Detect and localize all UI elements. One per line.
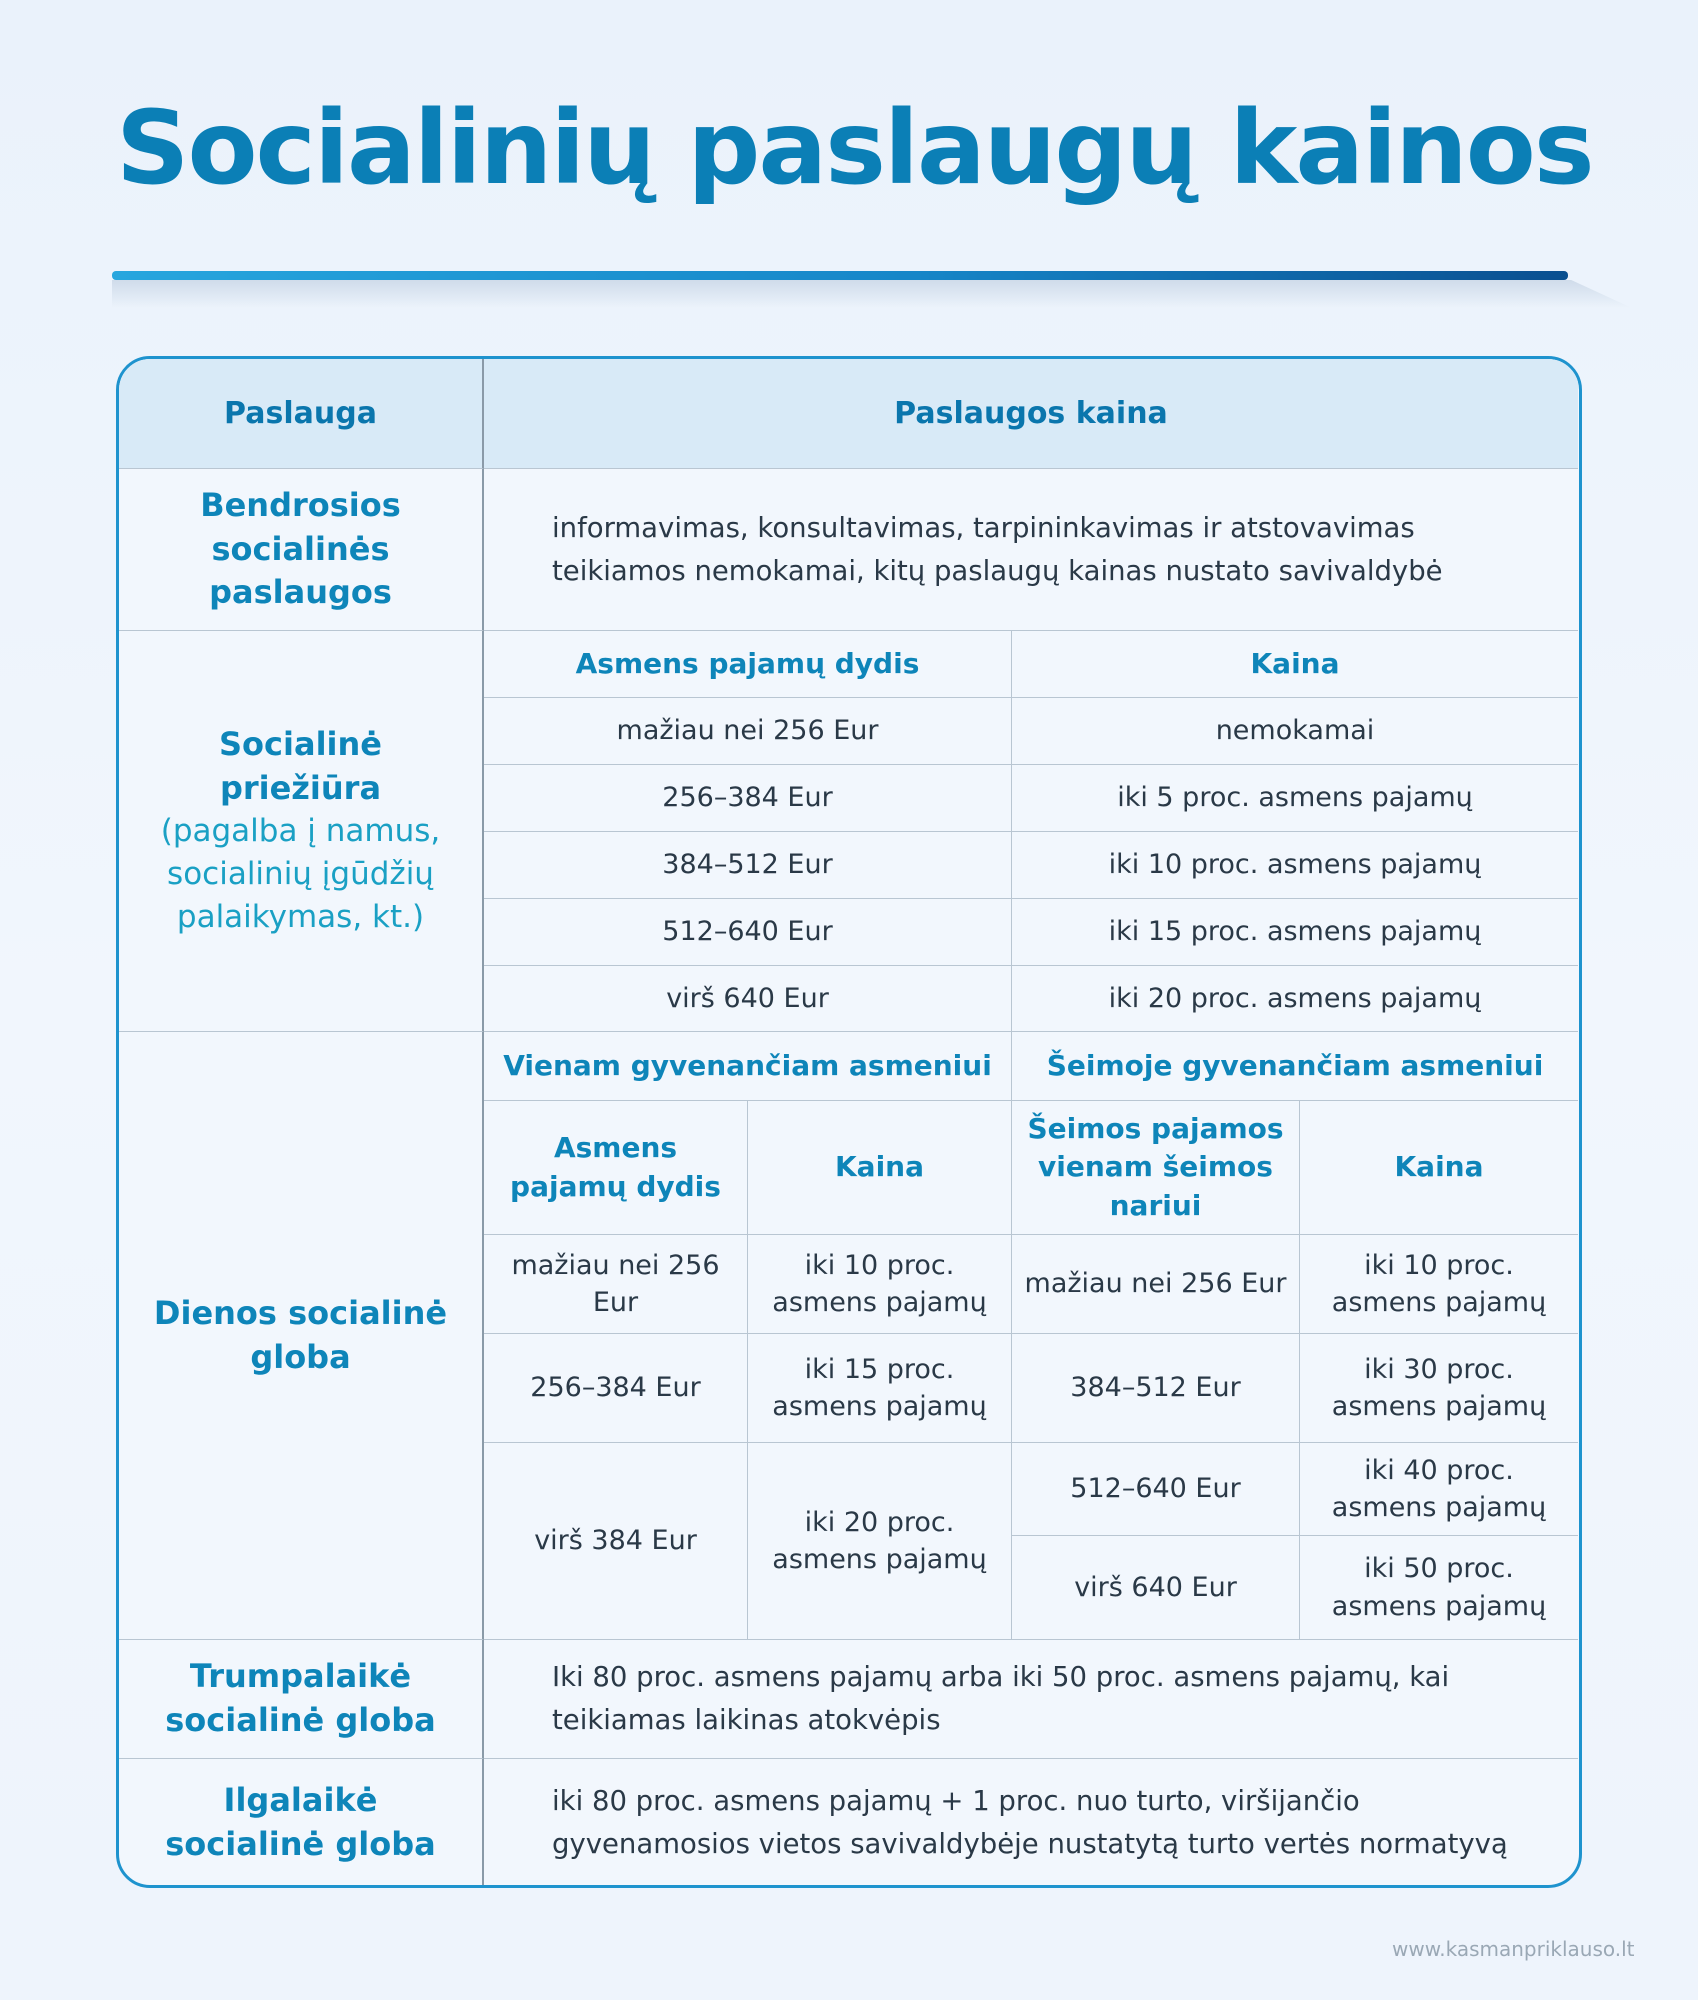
day-single-row-3-price: iki 20 proc. asmens pajamų (748, 1443, 1012, 1640)
care-row-1-income: mažiau nei 256 Eur (484, 698, 1012, 765)
short-term-desc: Iki 80 proc. asmens pajamų arba iki 50 proc. asmens pajamų, kai teikiamas laikinas atokvėpis (484, 1640, 1578, 1759)
day-family-row-2-income: 384–512 Eur (1012, 1334, 1300, 1443)
title-underline (112, 271, 1568, 280)
social-care-note: (pagalba į namus, socialinių įgūdžių palaikymas, kt.) (160, 813, 441, 935)
care-row-2-income: 256–384 Eur (484, 765, 1012, 832)
social-care-name: Socialinė priežiūra (219, 725, 382, 807)
day-family-row-1-income: mažiau nei 256 Eur (1012, 1235, 1300, 1334)
day-single-row-2-price: iki 15 proc. asmens pajamų (748, 1334, 1012, 1443)
day-care-name: Dienos socialinė globa (119, 1032, 484, 1640)
care-row-3-price: iki 10 proc. asmens pajamų (1012, 832, 1578, 899)
long-term-desc: iki 80 proc. asmens pajamų + 1 proc. nuo turto, viršijančio gyvenamosios vietos savivaldybėje nustatytą turto vertės normatyvą (552, 1785, 1508, 1860)
day-family-row-2-price: iki 30 proc. asmens pajamų (1300, 1334, 1578, 1443)
price-table (116, 356, 1582, 1888)
care-row-5-price: iki 20 proc. asmens pajamų (1012, 966, 1578, 1032)
care-row-2-price: iki 5 proc. asmens pajamų (1012, 765, 1578, 832)
header-service: Paslauga (119, 359, 484, 469)
title-rule-shadow (112, 280, 1632, 308)
general-services-desc: informavimas, konsultavimas, tarpininkavimas ir atstovavimas teikiamos nemokamai, kitų paslaugų kainas nustato savivaldybė (484, 469, 1578, 631)
day-single-row-3-income: virš 384 Eur (484, 1443, 748, 1640)
day-family-income-col: Šeimos pajamos vienam šeimos nariui (1012, 1101, 1300, 1235)
day-single-income-col: Asmens pajamų dydis (484, 1101, 748, 1235)
care-row-5-income: virš 640 Eur (484, 966, 1012, 1032)
care-row-4-price: iki 15 proc. asmens pajamų (1012, 899, 1578, 966)
care-price-header: Kaina (1012, 631, 1578, 698)
care-income-header: Asmens pajamų dydis (484, 631, 1012, 698)
day-family-row-1-price: iki 10 proc. asmens pajamų (1300, 1235, 1578, 1334)
long-term-name: Ilgalaikė socialinė globa (119, 1759, 484, 1887)
header-price: Paslaugos kaina (484, 359, 1578, 469)
day-single-row-1-price: iki 10 proc. asmens pajamų (748, 1235, 1012, 1334)
day-family-row-4-income: virš 640 Eur (1012, 1536, 1300, 1640)
day-single-header: Vienam gyvenančiam asmeniui (484, 1032, 1012, 1101)
page-title: Socialinių paslaugų kainos (116, 89, 1593, 208)
day-single-row-1-income: mažiau nei 256 Eur (484, 1235, 748, 1334)
day-single-row-2-income: 256–384 Eur (484, 1334, 748, 1443)
day-family-header: Šeimoje gyvenančiam asmeniui (1012, 1032, 1578, 1101)
day-family-row-3-price: iki 40 proc. asmens pajamų (1300, 1443, 1578, 1536)
day-family-price-col: Kaina (1300, 1101, 1578, 1235)
general-services-name: Bendrosios socialinės paslaugos (119, 469, 484, 631)
day-family-row-3-income: 512–640 Eur (1012, 1443, 1300, 1536)
day-family-row-4-price: iki 50 proc. asmens pajamų (1300, 1536, 1578, 1640)
footer-website: www.kasmanpriklauso.lt (1392, 1937, 1635, 1961)
care-row-3-income: 384–512 Eur (484, 832, 1012, 899)
care-row-1-price: nemokamai (1012, 698, 1578, 765)
care-row-4-income: 512–640 Eur (484, 899, 1012, 966)
social-care-cell (119, 631, 484, 1032)
short-term-name: Trumpalaikė socialinė globa (119, 1640, 484, 1759)
day-single-price-col: Kaina (748, 1101, 1012, 1235)
